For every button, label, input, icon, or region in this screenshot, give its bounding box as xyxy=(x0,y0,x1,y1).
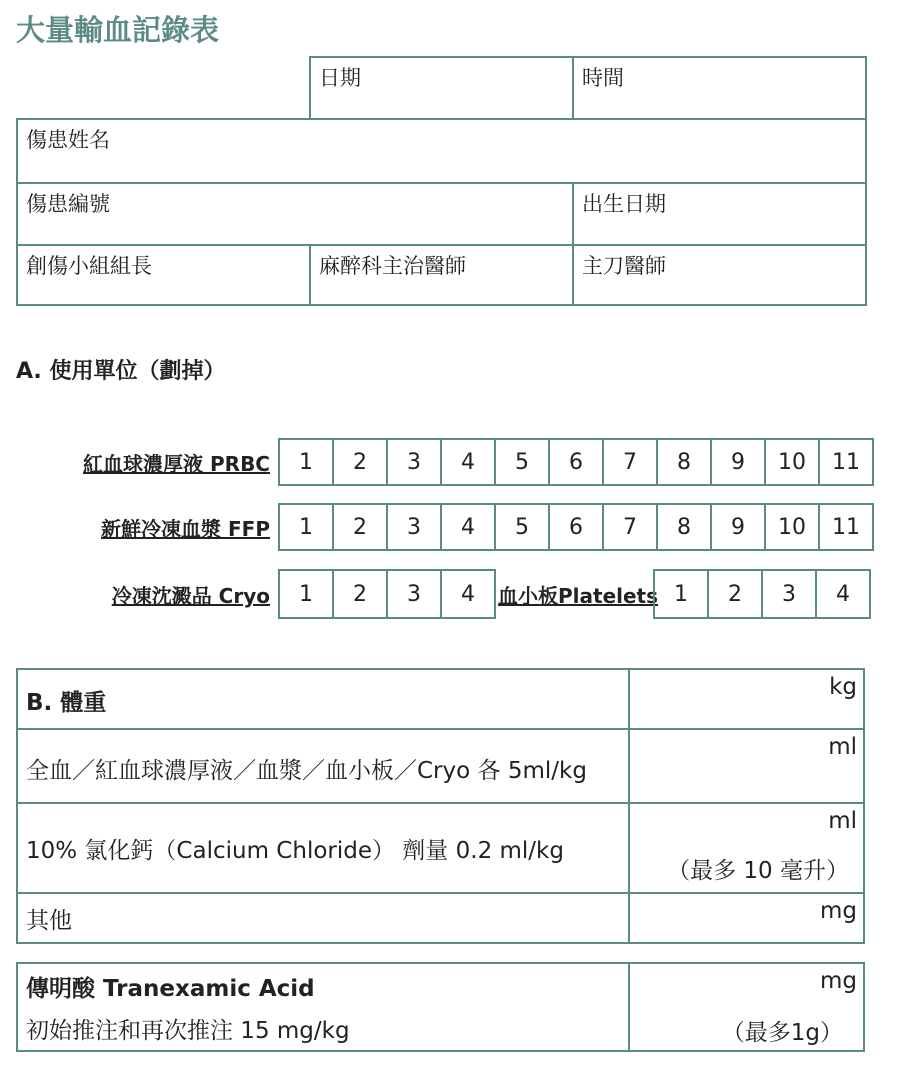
cryo-unit-2[interactable]: 2 xyxy=(332,569,388,619)
trauma-leader-field[interactable] xyxy=(16,244,311,306)
txa-dose: 初始推注和再次推注 15 mg/kg xyxy=(26,1018,350,1044)
ffp-unit-1[interactable]: 1 xyxy=(278,503,334,551)
calcium-label-cell xyxy=(16,802,630,894)
birth-date-field[interactable] xyxy=(572,182,867,246)
ffp-unit-11[interactable]: 11 xyxy=(818,503,874,551)
other-unit: mg xyxy=(819,898,857,924)
prbc-unit-6[interactable]: 6 xyxy=(548,438,604,486)
patient-id-field[interactable] xyxy=(16,182,574,246)
ffp-unit-7[interactable]: 7 xyxy=(602,503,658,551)
date-label: 日期 xyxy=(319,66,361,90)
ffp-unit-10[interactable]: 10 xyxy=(764,503,820,551)
page-title: 大量輸血記錄表 xyxy=(16,13,220,47)
ffp-unit-2[interactable]: 2 xyxy=(332,503,388,551)
ffp-unit-8[interactable]: 8 xyxy=(656,503,712,551)
prbc-unit-4[interactable]: 4 xyxy=(440,438,496,486)
ffp-unit-6[interactable]: 6 xyxy=(548,503,604,551)
surgeon-label: 主刀醫師 xyxy=(582,254,666,278)
trauma-leader-label: 創傷小組組長 xyxy=(26,254,152,278)
cryo-unit-1[interactable]: 1 xyxy=(278,569,334,619)
txa-unit: mg xyxy=(819,968,857,994)
prbc-unit-8[interactable]: 8 xyxy=(656,438,712,486)
ffp-unit-5[interactable]: 5 xyxy=(494,503,550,551)
weight-label: B. 體重 xyxy=(26,690,107,716)
blood-label: 全血／紅血球濃厚液／血漿／血小板／Cryo 各 5ml/kg xyxy=(26,758,587,784)
weight-label-cell xyxy=(16,668,630,730)
weight-input[interactable] xyxy=(628,668,865,730)
prbc-unit-3[interactable]: 3 xyxy=(386,438,442,486)
anesthesiologist-field[interactable] xyxy=(309,244,574,306)
patient-name-field[interactable] xyxy=(16,118,867,184)
surgeon-field[interactable] xyxy=(572,244,867,306)
txa-label-cell xyxy=(16,962,630,1052)
other-label-cell xyxy=(16,892,630,944)
birth-date-label: 出生日期 xyxy=(582,192,666,216)
prbc-unit-9[interactable]: 9 xyxy=(710,438,766,486)
prbc-unit-11[interactable]: 11 xyxy=(818,438,874,486)
blood-input[interactable] xyxy=(628,728,865,804)
ffp-unit-9[interactable]: 9 xyxy=(710,503,766,551)
ffp-unit-4[interactable]: 4 xyxy=(440,503,496,551)
cryo-unit-3[interactable]: 3 xyxy=(386,569,442,619)
time-label: 時間 xyxy=(582,66,624,90)
ffp-unit-3[interactable]: 3 xyxy=(386,503,442,551)
platelets-label: 血小板Platelets xyxy=(498,584,659,608)
prbc-unit-1[interactable]: 1 xyxy=(278,438,334,486)
calcium-input[interactable] xyxy=(628,802,865,894)
calcium-max: （最多 10 毫升） xyxy=(667,858,849,884)
other-input[interactable] xyxy=(628,892,865,944)
prbc-unit-5[interactable]: 5 xyxy=(494,438,550,486)
txa-label: 傳明酸 Tranexamic Acid xyxy=(26,976,315,1002)
blood-unit: ml xyxy=(828,734,857,760)
prbc-unit-10[interactable]: 10 xyxy=(764,438,820,486)
txa-max: （最多1g） xyxy=(721,1020,843,1046)
section-a-title: A. 使用單位（劃掉） xyxy=(16,359,226,384)
platelets-unit-1[interactable]: 1 xyxy=(653,569,709,619)
platelets-unit-3[interactable]: 3 xyxy=(761,569,817,619)
ffp-label: 新鮮冷凍血漿 FFP xyxy=(101,517,270,541)
calcium-unit: ml xyxy=(828,808,857,834)
prbc-unit-7[interactable]: 7 xyxy=(602,438,658,486)
patient-name-label: 傷患姓名 xyxy=(26,128,110,152)
txa-input[interactable] xyxy=(628,962,865,1052)
platelets-unit-2[interactable]: 2 xyxy=(707,569,763,619)
cryo-label: 冷凍沈澱品 Cryo xyxy=(111,584,270,608)
cryo-unit-4[interactable]: 4 xyxy=(440,569,496,619)
blood-label-cell xyxy=(16,728,630,804)
other-label: 其他 xyxy=(26,908,72,934)
time-field[interactable] xyxy=(572,56,867,120)
platelets-unit-4[interactable]: 4 xyxy=(815,569,871,619)
date-field[interactable] xyxy=(309,56,574,120)
prbc-label: 紅血球濃厚液 PRBC xyxy=(83,452,270,476)
weight-unit: kg xyxy=(829,674,857,700)
prbc-unit-2[interactable]: 2 xyxy=(332,438,388,486)
anesthesiologist-label: 麻醉科主治醫師 xyxy=(319,254,466,278)
patient-id-label: 傷患編號 xyxy=(26,192,110,216)
calcium-label: 10% 氯化鈣（Calcium Chloride） 劑量 0.2 ml/kg xyxy=(26,838,564,864)
